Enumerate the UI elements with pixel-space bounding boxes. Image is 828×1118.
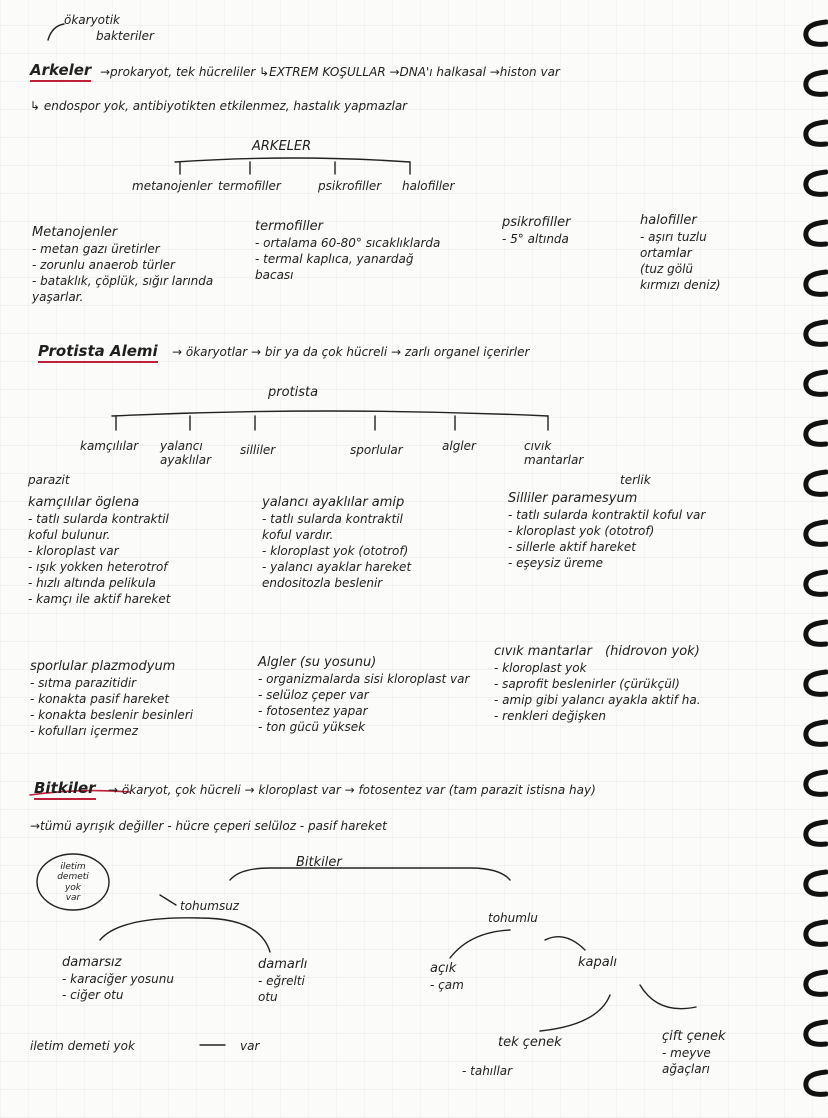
sporlular-item: - kofulları içermez bbox=[30, 723, 138, 738]
kapali-label: kapalı bbox=[578, 955, 617, 970]
circle-note-line: var bbox=[65, 893, 81, 904]
damarsiz-item: - ciğer otu bbox=[62, 987, 124, 1002]
damarli-block bbox=[258, 958, 307, 1005]
damarli-item: otu bbox=[258, 989, 278, 1004]
circle-note-line: iletim bbox=[60, 862, 86, 872]
bitkiler-line-2: →tümü ayrışık değiller - hücre çeperi selüloz - pasif hareket bbox=[30, 819, 387, 833]
metanojenler-block bbox=[32, 226, 213, 305]
arkeler-branch-metanojen: metanojenler bbox=[132, 179, 213, 193]
halofiller-item: kırmızı deniz) bbox=[640, 277, 721, 292]
cift-cenek-item: ağaçları bbox=[662, 1061, 710, 1076]
cift-cenek-block bbox=[662, 1030, 725, 1077]
silliler-item: - tatlı sularda kontraktil koful var bbox=[508, 507, 706, 522]
yalanci-title: yalancı ayaklılar amip bbox=[262, 495, 405, 510]
kamcililar-item: - tatlı sularda kontraktil bbox=[28, 511, 169, 526]
arkeler-branch-termofil: termofiller bbox=[218, 179, 281, 193]
termofiller-title: termofiller bbox=[255, 219, 324, 234]
sporlular-title: sporlular plazmodyum bbox=[30, 659, 176, 674]
kamcililar-block bbox=[28, 496, 170, 607]
kamcililar-item: - kloroplast var bbox=[28, 543, 119, 558]
yalanci-item: - kloroplast yok (ototrof) bbox=[262, 543, 409, 558]
algler-item: - ton gücü yüksek bbox=[258, 719, 366, 734]
silliler-title: Silliler paramesyum bbox=[508, 491, 638, 506]
bitkiler-line-1: → ökaryot, çok hücreli → kloroplast var → fotosentez var (tam parazit istisna hay) bbox=[108, 783, 596, 797]
circle-note-line: yok bbox=[64, 882, 82, 893]
kamcililar-item: - kamçı ile aktif hareket bbox=[28, 591, 171, 606]
silliler-item: - kloroplast yok (ototrof) bbox=[508, 523, 655, 538]
acik-item: - çam bbox=[430, 977, 464, 992]
psikrofiller-block bbox=[502, 216, 570, 247]
algler-item: - fotosentez yapar bbox=[258, 703, 368, 718]
kamcililar-item: - hızlı altında pelikula bbox=[28, 575, 156, 590]
tek-cenek-item: - tahıllar bbox=[462, 1063, 513, 1078]
termofiller-block bbox=[255, 220, 440, 283]
top-note-eukaryotic: ökaryotik bbox=[64, 13, 121, 27]
protista-tree-root: protista bbox=[268, 385, 319, 400]
halofiller-item: - aşırı tuzlu bbox=[640, 229, 707, 244]
damarsiz-block bbox=[62, 956, 174, 1003]
psikrofiller-item: - 5° altında bbox=[502, 231, 569, 246]
algler-item: - organizmalarda sisi kloroplast var bbox=[258, 671, 470, 686]
silliler-item: - eşeysiz üreme bbox=[508, 555, 603, 570]
termofiller-item: - ortalama 60-80° sıcaklıklarda bbox=[255, 235, 441, 250]
psikrofiller-title: psikrofiller bbox=[502, 215, 571, 230]
sporlular-item: - konakta pasif hareket bbox=[30, 691, 170, 706]
civik-item: - saprofit beslenirler (çürükçül) bbox=[494, 676, 680, 691]
sporlular-block bbox=[30, 660, 193, 739]
circle-note bbox=[50, 862, 96, 903]
arkeler-line-2: ↳ endospor yok, antibiyotikten etkilenmez, hastalık yapmazlar bbox=[30, 99, 408, 113]
tek-cenek-block bbox=[462, 1035, 562, 1078]
civik-item: - amip gibi yalancı ayakla aktif ha. bbox=[494, 692, 701, 707]
silliler-block bbox=[508, 492, 705, 571]
metanojenler-item: - bataklık, çöplük, sığır larında bbox=[32, 273, 214, 288]
arkeler-branch-psikrofil: psikrofiller bbox=[318, 179, 382, 193]
silliler-item: - sillerle aktif hareket bbox=[508, 539, 636, 554]
damarsiz-item: - karaciğer yosunu bbox=[62, 971, 174, 986]
yalanci-item: - yalancı ayaklar hareket bbox=[262, 559, 412, 574]
protista-branch-yalanci: yalancı ayaklılar bbox=[160, 439, 212, 467]
metanojenler-title: Metanojenler bbox=[32, 225, 118, 240]
sporlular-item: - konakta beslenir besinleri bbox=[30, 707, 194, 722]
protista-branch-sporlular: sporlular bbox=[350, 443, 403, 457]
acik-label: açık bbox=[430, 961, 457, 976]
protista-line: → ökaryotlar → bir ya da çok hücreli → zarlı organel içerirler bbox=[172, 345, 530, 359]
termofiller-item: - termal kaplıca, yanardağ bbox=[255, 251, 414, 266]
halofiller-item: (tuz gölü bbox=[640, 261, 694, 276]
metanojenler-item: yaşarlar. bbox=[32, 289, 84, 304]
protista-branch-silliler: silliler bbox=[240, 443, 276, 457]
silliler-side-note: terlik bbox=[620, 473, 651, 487]
tohumsuz-label: tohumsuz bbox=[180, 899, 240, 913]
civik-paren: (hidrovon yok) bbox=[605, 644, 700, 659]
civik-block bbox=[494, 640, 701, 724]
yalanci-item: koful vardır. bbox=[262, 527, 334, 542]
protista-title: Protista Alemi bbox=[38, 343, 158, 363]
damarli-item: - eğrelti bbox=[258, 973, 305, 988]
tohumlu-label: tohumlu bbox=[488, 911, 538, 925]
top-note-bacteria: bakteriler bbox=[96, 29, 154, 43]
arrow-var: var bbox=[240, 1039, 260, 1053]
yalanci-block bbox=[262, 496, 411, 591]
arkeler-tree-root: ARKELER bbox=[252, 139, 312, 154]
yalanci-item: - tatlı sularda kontraktil bbox=[262, 511, 403, 526]
arkeler-title: Arkeler bbox=[30, 62, 91, 82]
kamcililar-side-note: parazit bbox=[28, 473, 70, 487]
halofiller-title: halofiller bbox=[640, 213, 697, 228]
bitkiler-title: Bitkiler bbox=[34, 780, 96, 800]
tek-cenek-label: tek çenek bbox=[498, 1035, 562, 1050]
protista-branch-kamcili: kamçılılar bbox=[80, 439, 139, 453]
cift-cenek-label: çift çenek bbox=[662, 1029, 726, 1044]
damarsiz-label: damarsız bbox=[62, 955, 122, 970]
yalanci-item: endositozla beslenir bbox=[262, 575, 383, 590]
civik-item: - renkleri değişken bbox=[494, 708, 606, 723]
civik-title: cıvık mantarlar bbox=[494, 644, 592, 659]
circle-note-line: demeti bbox=[57, 872, 89, 883]
metanojenler-item: - metan gazı üretirler bbox=[32, 241, 160, 256]
acik-block bbox=[430, 962, 464, 993]
algler-title: Algler (su yosunu) bbox=[258, 655, 377, 670]
kamcililar-title: kamçılılar öglena bbox=[28, 495, 140, 510]
civik-item: - kloroplast yok bbox=[494, 660, 587, 675]
halofiller-item: ortamlar bbox=[640, 245, 692, 260]
metanojenler-item: - zorunlu anaerob türler bbox=[32, 257, 175, 272]
protista-branch-civik: cıvık mantarlar bbox=[524, 439, 584, 467]
protista-branch-algler: algler bbox=[442, 439, 476, 453]
kamcililar-item: - ışık yokken heterotrof bbox=[28, 559, 168, 574]
iletim-note: iletim demeti yok bbox=[30, 1039, 135, 1053]
kamcililar-item: koful bulunur. bbox=[28, 527, 111, 542]
termofiller-item: bacası bbox=[255, 267, 294, 282]
algler-item: - selüloz çeper var bbox=[258, 687, 369, 702]
arkeler-line-1: →prokaryot, tek hücreliler ↳EXTREM KOŞULLAR →DNA'ı halkasal →histon var bbox=[100, 65, 560, 79]
damarli-label: damarlı bbox=[258, 957, 308, 972]
arkeler-branch-halofil: halofiller bbox=[402, 179, 455, 193]
halofiller-block bbox=[640, 214, 721, 293]
algler-block bbox=[258, 656, 469, 735]
cift-cenek-item: - meyve bbox=[662, 1045, 711, 1060]
bitkiler-tree-root: Bitkiler bbox=[296, 855, 342, 870]
sporlular-item: - sıtma parazitidir bbox=[30, 675, 137, 690]
